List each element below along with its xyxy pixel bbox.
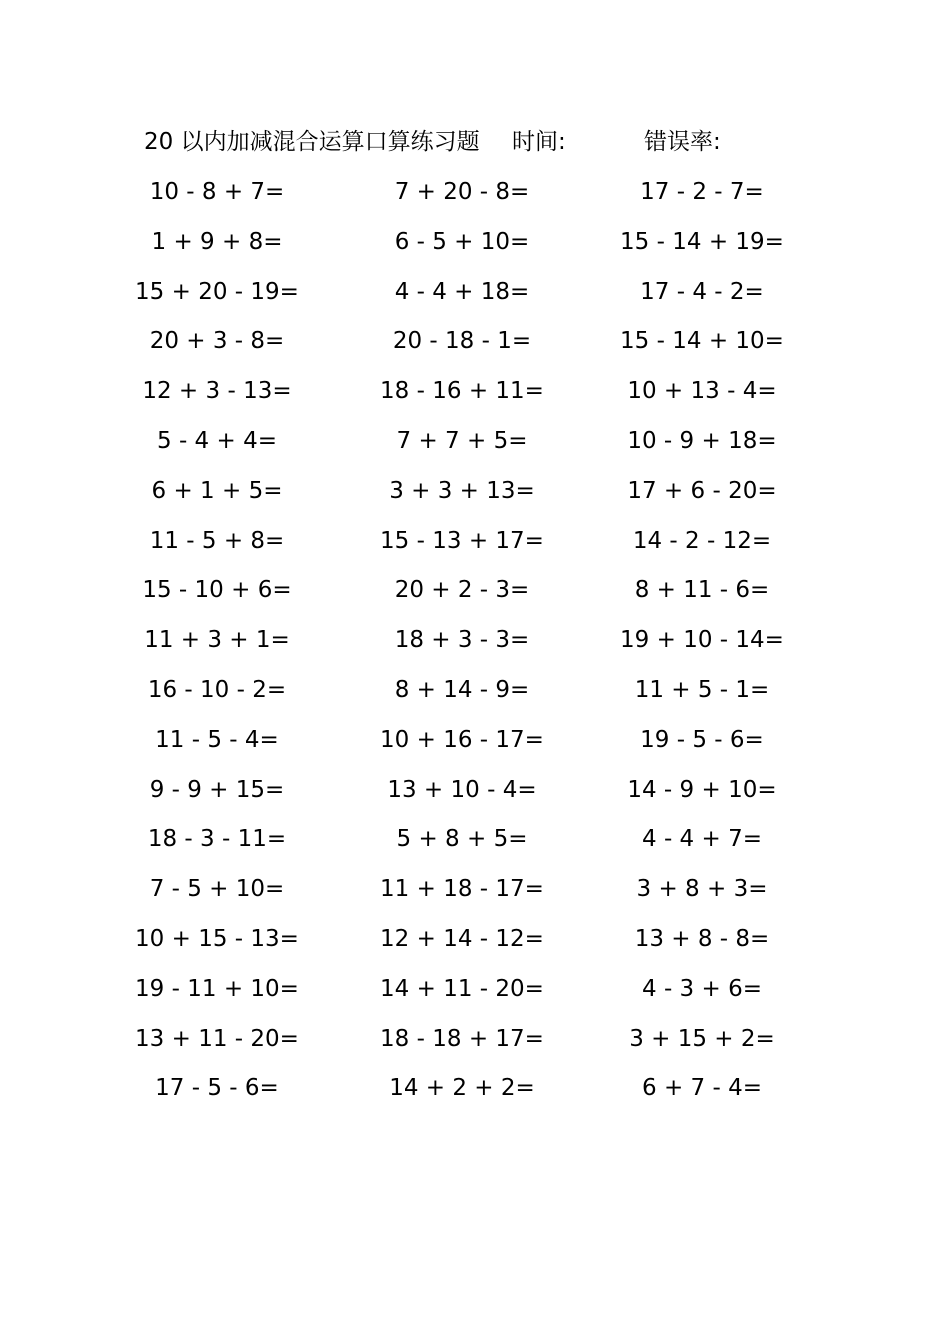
problem-item: 15 - 14 + 10= (620, 328, 784, 355)
problem-item: 14 + 11 - 20= (380, 975, 544, 1002)
problem-item: 20 - 18 - 1= (392, 328, 532, 355)
problem-item: 15 - 10 + 6= (142, 577, 292, 604)
problem-item: 20 + 2 - 3= (394, 577, 530, 604)
problem-item: 7 + 7 + 5= (396, 427, 528, 454)
problem-item: 18 - 3 - 11= (147, 826, 287, 853)
problem-item: 7 + 20 - 8= (394, 179, 530, 205)
problem-row (0, 620, 950, 670)
problem-item: 9 - 9 + 15= (149, 776, 285, 803)
problem-item: 8 + 14 - 9= (394, 676, 530, 703)
problem-item: 6 + 7 - 4= (642, 1075, 762, 1102)
problem-row (0, 371, 950, 421)
problem-item: 16 - 10 - 2= (147, 676, 287, 703)
problem-item: 19 - 11 + 10= (135, 975, 299, 1002)
problem-item: 11 + 5 - 1= (634, 676, 770, 703)
problem-item: 20 + 3 - 8= (149, 328, 285, 355)
problem-item: 3 + 8 + 3= (636, 876, 768, 903)
problem-row (0, 272, 950, 322)
problem-grid (0, 172, 950, 1118)
problem-item: 4 - 4 + 18= (394, 278, 530, 305)
problem-item: 17 - 4 - 2= (640, 278, 764, 305)
problem-item: 11 - 5 + 8= (149, 527, 285, 554)
problem-row (0, 321, 950, 371)
problem-item: 18 - 16 + 11= (380, 378, 544, 405)
problem-item: 8 + 11 - 6= (634, 577, 770, 604)
problem-row (0, 919, 950, 969)
problem-row (0, 521, 950, 571)
problem-item: 10 + 13 - 4= (627, 378, 777, 405)
problem-item: 5 - 4 + 4= (157, 427, 277, 454)
problem-item: 17 + 6 - 20= (627, 477, 777, 504)
problem-item: 14 + 2 + 2= (389, 1075, 535, 1102)
problem-item: 5 + 8 + 5= (396, 826, 528, 853)
problem-item: 13 + 8 - 8= (634, 925, 770, 952)
problem-item: 11 + 3 + 1= (144, 627, 290, 654)
problem-item: 13 + 11 - 20= (135, 1025, 299, 1052)
problem-item: 10 - 9 + 18= (627, 427, 777, 454)
problem-item: 11 + 18 - 17= (380, 876, 544, 903)
problem-item: 3 + 15 + 2= (629, 1025, 775, 1052)
problem-row (0, 172, 950, 222)
problem-row (0, 222, 950, 272)
problem-item: 15 - 13 + 17= (380, 527, 544, 554)
time-label: 时间: (512, 129, 566, 155)
problem-row (0, 770, 950, 820)
problem-row (0, 1068, 950, 1118)
problem-row (0, 1019, 950, 1069)
worksheet-title: 20 以内加减混合运算口算练习题 (144, 129, 480, 155)
problem-row (0, 421, 950, 471)
problem-item: 6 + 1 + 5= (151, 477, 283, 504)
problem-row (0, 670, 950, 720)
problem-row (0, 819, 950, 869)
problem-item: 4 - 3 + 6= (642, 975, 762, 1002)
error-rate-label: 错误率: (644, 129, 721, 155)
problem-row (0, 969, 950, 1019)
problem-item: 10 + 15 - 13= (135, 925, 299, 952)
problem-item: 17 - 5 - 6= (155, 1075, 279, 1102)
problem-item: 12 + 14 - 12= (380, 925, 544, 952)
problem-item: 15 - 14 + 19= (620, 228, 784, 255)
problem-row (0, 720, 950, 770)
problem-item: 17 - 2 - 7= (640, 179, 764, 205)
problem-item: 10 - 8 + 7= (149, 179, 285, 205)
problem-item: 18 - 18 + 17= (380, 1025, 544, 1052)
problem-item: 12 + 3 - 13= (142, 378, 292, 405)
problem-item: 6 - 5 + 10= (394, 228, 530, 255)
problem-item: 14 - 2 - 12= (632, 527, 772, 554)
problem-row (0, 471, 950, 521)
problem-item: 11 - 5 - 4= (155, 726, 279, 753)
problem-item: 14 - 9 + 10= (627, 776, 777, 803)
problem-item: 19 - 5 - 6= (640, 726, 764, 753)
problem-item: 13 + 10 - 4= (387, 776, 537, 803)
problem-row (0, 570, 950, 620)
problem-row (0, 869, 950, 919)
problem-item: 4 - 4 + 7= (642, 826, 762, 853)
problem-item: 3 + 3 + 13= (389, 477, 535, 504)
problem-item: 15 + 20 - 19= (135, 278, 299, 305)
problem-item: 7 - 5 + 10= (149, 876, 285, 903)
problem-item: 1 + 9 + 8= (151, 228, 283, 255)
problem-item: 18 + 3 - 3= (394, 627, 530, 654)
problem-item: 10 + 16 - 17= (380, 726, 544, 753)
problem-item: 19 + 10 - 14= (620, 627, 784, 654)
